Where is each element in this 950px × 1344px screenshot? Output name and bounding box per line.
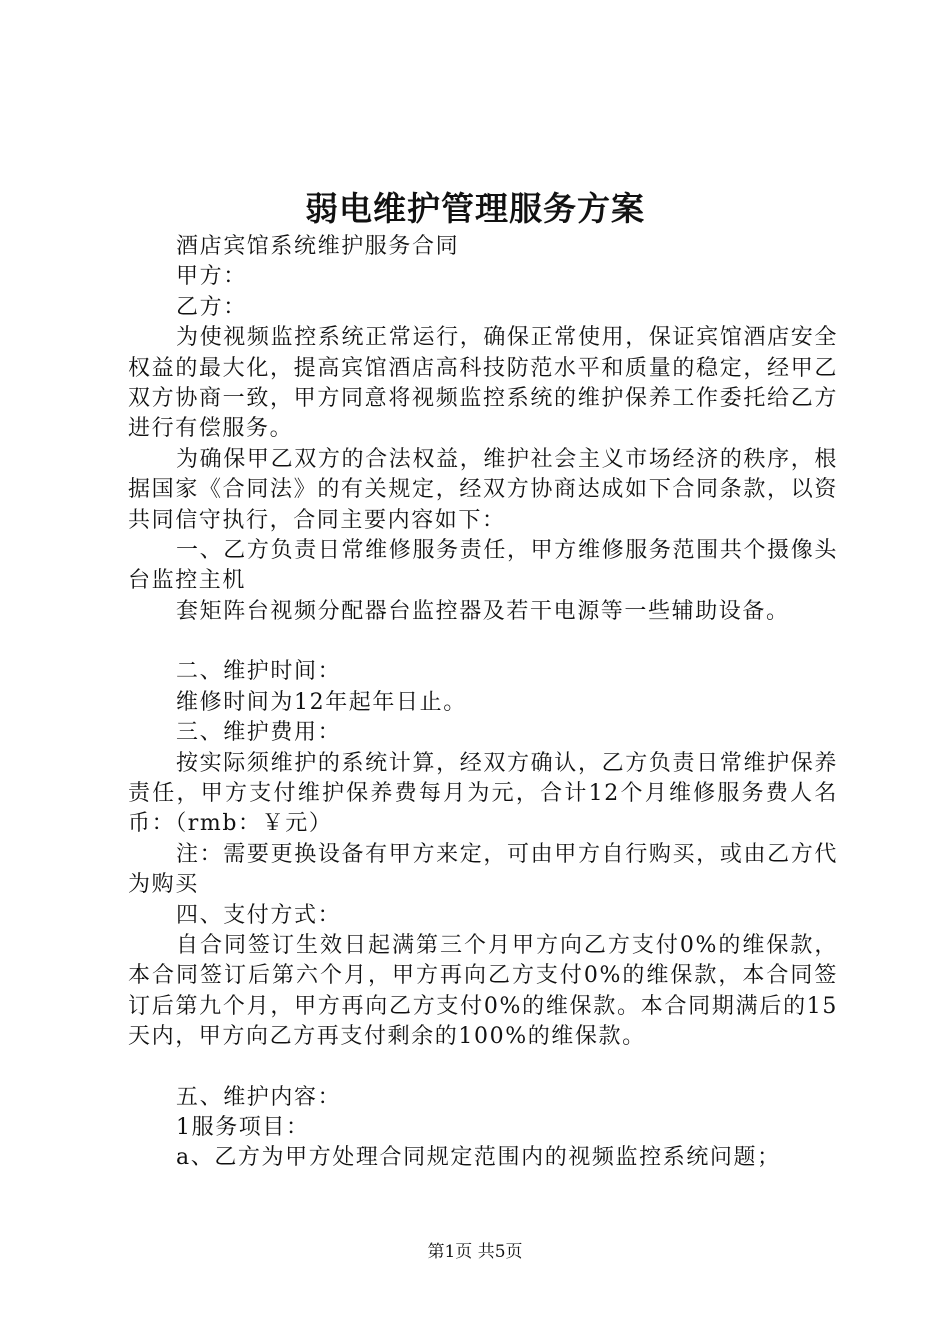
payment-paragraph: 自合同签订生效日起满第三个月甲方向乙方支付0%的维保款，本合同签订后第六个月，甲方再向乙方支付0%的维保款，本合同签订后第九个月，甲方再向乙方支付0%的维保款。本合同期满后的15天内，甲方向乙方再支付剩余的100%的维保款。 — [128, 932, 838, 1050]
document-title: 弱电维护管理服务方案 — [305, 189, 645, 228]
service-item-a: a、乙方为甲方处理合同规定范围内的视频监控系统问题； — [176, 1145, 781, 1171]
section-two-heading: 二、维护时间： — [176, 659, 342, 685]
page-number-footer: 第1页 共5页 — [427, 1242, 523, 1262]
legal-basis-paragraph: 为确保甲乙双方的合法权益，维护社会主义市场经济的秩序，根据国家《合同法》的有关规定，经双方协商达成如下合同条款，以资共同信守执行，合同主要内容如下： — [128, 446, 838, 533]
contract-heading: 酒店宾馆系统维护服务合同 — [176, 234, 460, 259]
clause-one-paragraph: 一、乙方负责日常维修服务责任，甲方维修服务范围共个摄像头台监控主机 — [128, 538, 838, 594]
paragraph-spacer — [128, 627, 838, 657]
section-four-heading: 四、支付方式： — [176, 902, 342, 928]
clause-one-equipment: 套矩阵台视频分配器台监控器及若干电源等一些辅助设备。 — [176, 598, 790, 624]
maintenance-period: 维修时间为12年起年日止。 — [176, 689, 467, 715]
section-three-heading: 三、维护费用： — [176, 720, 342, 746]
fee-paragraph: 按实际须维护的系统计算，经双方确认，乙方负责日常维护保养责任，甲方支付维护保养费每月为元，合计12个月维修服务费人名币：（rmb：￥元） — [128, 750, 838, 837]
party-b-label: 乙方： — [176, 294, 247, 320]
note-paragraph: 注：需要更换设备有甲方来定，可由甲方自行购买，或由乙方代为购买 — [128, 841, 838, 898]
document-body — [128, 232, 838, 1174]
purpose-paragraph: 为使视频监控系统正常运行，确保正常使用，保证宾馆酒店安全权益的最大化，提高宾馆酒店高科技防范水平和质量的稳定，经甲乙双方协商一致，甲方同意将视频监控系统的维护保养工作委托给乙方进行有偿服务。 — [128, 325, 838, 442]
paragraph-spacer — [128, 1053, 838, 1083]
section-five-heading: 五、维护内容： — [176, 1084, 342, 1110]
service-items-heading: 1服务项目： — [176, 1114, 310, 1140]
party-a-label: 甲方： — [176, 264, 247, 290]
